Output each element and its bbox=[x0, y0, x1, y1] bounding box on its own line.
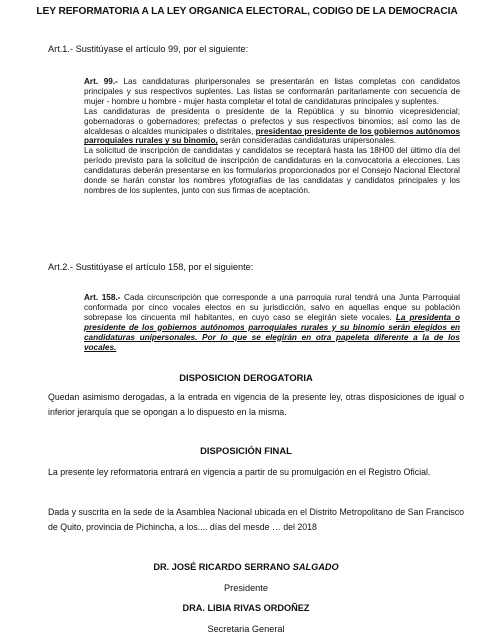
president-name: DR. JOSÉ RICARDO SERRANO SALGADO bbox=[153, 562, 339, 572]
president-title: Presidente bbox=[224, 583, 268, 593]
article-99-text bbox=[84, 77, 460, 196]
dada-text: Dada y suscrita en la sede de la Asamblea Nacional ubicada en el Distrito Metropolitano de San Francisco de Quito, provincia de Pichincha, a los.... días del mesde … del 2018 bbox=[48, 507, 464, 532]
article-99-paragraph-2: Las candidaturas de presidenta o presidente de la República y su binomio vicepresidencial; gobernadoras o gobernadores; prefectas o prefectos y sus respectivos binomios; así como las de alcaldesas o alcaldes municipales o distritales, presidentao presidente de los gobiernos autónomos parroquiales rurales y su binomio, serán consideradas candidaturas unipersonales. bbox=[84, 106, 460, 146]
article-1-intro: Art.1.- Sustitúyase el artículo 99, por el siguiente: bbox=[48, 44, 249, 54]
article-158-number: Art. 158.- bbox=[84, 293, 121, 302]
article-99-number: Art. 99.- bbox=[84, 77, 118, 86]
article-158-underlined-text: La presidenta o presidente de los gobiernos autónomos parroquiales rurales y su binomio serán elegidos en candidaturas unipersonales. Por lo que se elegirán en otra papeleta diferente a la de los vocales. bbox=[84, 312, 460, 352]
final-text: La presente ley reformatoria entrará en vigencia a partir de su promulgación en el Registro Oficial. bbox=[48, 467, 431, 477]
article-158-paragraph: Art. 158.- Cada circunscripción que corresponde a una parroquia rural tendrá una Junta Parroquial conformada por cinco vocales electos en su jurisdicción, salvo en aquellas enque su población sobrepase los cincuenta mil habitantes, en cuyo caso se elegirán siete vocales. La presidenta o presidente de los gobiernos autónomos parroquiales rurales y su binomio serán elegidos en candidaturas unipersonales. Por lo que se elegirán en otra papeleta diferente a la de los vocales. bbox=[84, 293, 460, 352]
article-99-paragraph-1: Art. 99.- Las candidaturas pluripersonales se presentarán en listas completas con candidatos principales y sus respectivos suplentes. Las listas se conformarán paritariamente con secuencia de mujer - hombre u hombre - mujer hasta completar el total de candidaturas principales y suplentes. bbox=[84, 77, 460, 106]
derogatoria-text: Quedan asimismo derogadas, a la entrada en vigencia de la presente ley, otras disposiciones de igual o inferior jerarquía que se opongan a lo dispuesto en la misma. bbox=[48, 392, 464, 417]
document-title: LEY REFORMATORIA A LA LEY ORGANICA ELECTORAL, CODIGO DE LA DEMOCRACIA bbox=[36, 6, 458, 17]
article-2-intro: Art.2.- Sustitúyase el artículo 158, por el siguiente: bbox=[48, 262, 254, 272]
article-158-text bbox=[84, 293, 460, 352]
secretary-title: Secretaria General bbox=[207, 624, 285, 634]
article-99-paragraph-3: La solicitud de inscripción de candidatas y candidatos se receptará hasta las 18H00 del último día del período previsto para la solicitud de inscripción de candidaturas en la convocatoria a elecciones. Las candidaturas deberán presentarse en los formularios proporcionados por el Consejo Nacional Electoral donde se harán constar los nombres yfotografías de las candidatas y candidatos principales y los nombres de los suplentes, junto con sus firmas de aceptación. bbox=[84, 146, 460, 195]
secretary-name: DRA. LIBIA RIVAS ORDOÑEZ bbox=[182, 603, 310, 613]
final-heading: DISPOSICIÓN FINAL bbox=[200, 445, 292, 456]
derogatoria-heading: DISPOSICION DEROGATORIA bbox=[179, 372, 313, 383]
article-99-underlined-text: presidentao presidente de los gobiernos autónomos parroquiales rurales y su binomio, bbox=[84, 126, 460, 146]
